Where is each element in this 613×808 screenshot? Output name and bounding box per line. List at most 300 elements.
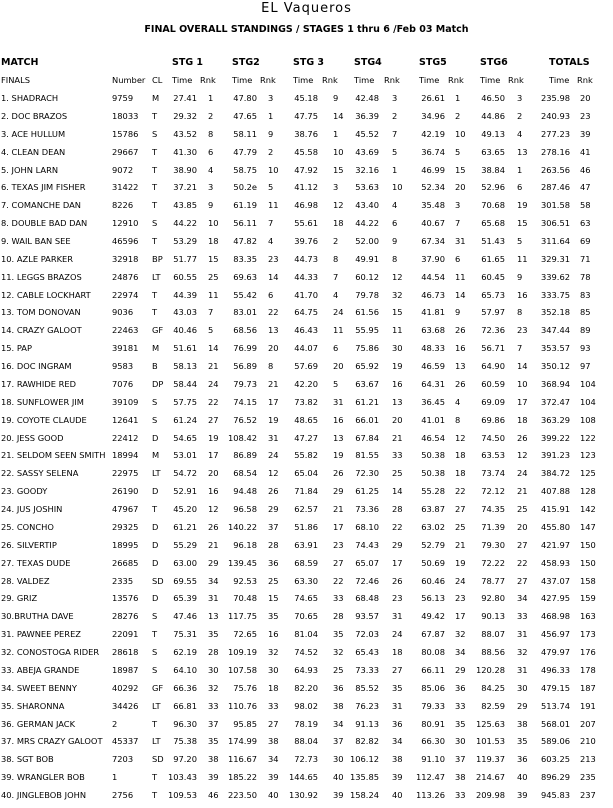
stage-1-rank: 15 — [208, 253, 219, 264]
stage-5-time: 40.67 — [421, 218, 445, 229]
shooter-class: D — [152, 557, 159, 568]
shooter-name: 4. CLEAN DEAN — [1, 146, 66, 157]
stage-5-rank: 5 — [455, 146, 461, 157]
stage-1-time: 53.01 — [173, 450, 197, 461]
stage-1-time: 96.30 — [173, 718, 197, 729]
stage-4-rank: 32 — [392, 289, 403, 300]
stage-4-time: 93.57 — [355, 611, 379, 622]
stage-4-rank: 13 — [392, 396, 403, 407]
stage-3-rank: 8 — [333, 253, 339, 264]
shooter-class: SD — [152, 754, 164, 765]
shooter-name: 35. SHARONNA — [1, 700, 65, 711]
stage-4-time: 68.48 — [355, 593, 379, 604]
stage-3-rank: 38 — [333, 700, 344, 711]
stage-1-time: 61.21 — [173, 521, 197, 532]
stage-4-rank: 14 — [392, 486, 403, 497]
stage-1-rank: 2 — [208, 110, 214, 121]
shooter-name: 28. VALDEZ — [1, 575, 50, 586]
shooter-class: T — [152, 504, 158, 514]
stage-4-rank: 31 — [392, 700, 403, 711]
total-rank: 237 — [580, 789, 596, 800]
total-time: 306.51 — [540, 218, 570, 229]
stage-5-time: 35.48 — [421, 200, 445, 211]
stage-5-rank: 1 — [455, 93, 461, 103]
table-row — [0, 736, 613, 754]
shooter-number: 28276 — [112, 611, 139, 622]
stage-4-rank: 27 — [392, 664, 403, 675]
stage-2-time: 83.35 — [233, 253, 257, 264]
stage-6-rank: 15 — [517, 218, 528, 229]
stage-2-rank: 25 — [268, 575, 279, 586]
shooter-class: D — [152, 539, 159, 550]
stage-3-time: 57.69 — [294, 361, 318, 372]
total-time: 468.98 — [540, 611, 570, 622]
stage-6-time: 101.53 — [475, 736, 505, 747]
stage-3-time: 47.92 — [294, 164, 318, 175]
stage-1-time: 44.22 — [173, 218, 197, 229]
stage-4-rank: 8 — [392, 253, 398, 264]
table-row — [0, 754, 613, 772]
table-row — [0, 629, 613, 647]
stage-5-time: 49.42 — [421, 611, 445, 622]
stage-2-time: 69.63 — [233, 271, 257, 282]
stage-1-rank: 24 — [208, 378, 219, 389]
shooter-class: M — [152, 450, 160, 461]
shooter-class: DP — [152, 378, 164, 389]
stage-5-rank: 23 — [455, 593, 466, 604]
shooter-name: 22. SASSY SELENA — [1, 468, 79, 479]
total-rank: 191 — [580, 700, 596, 711]
stage-3-rank: 9 — [333, 93, 339, 103]
stage-1-time: 62.19 — [173, 647, 197, 657]
stage-3-rank: 6 — [333, 343, 339, 354]
shooter-name: 24. JUS JOSHIN — [1, 504, 63, 514]
stage-2-rank: 38 — [268, 736, 279, 747]
stage-1-rank: 1 — [208, 93, 214, 103]
stage-2-rank: 22 — [268, 307, 279, 318]
stage-1-rank: 31 — [208, 593, 219, 604]
stage-1-rank: 12 — [208, 504, 219, 514]
stage-1-time: 65.39 — [173, 593, 197, 604]
stage-1-rank: 38 — [208, 754, 219, 765]
stage-5-rank: 20 — [455, 182, 466, 193]
stage-1-rank: 16 — [208, 486, 219, 497]
stage-1-time: 97.20 — [173, 754, 197, 765]
stage-6-time: 79.30 — [481, 539, 505, 550]
shooter-number: 12910 — [112, 218, 139, 229]
stage-6-time: 69.86 — [481, 414, 505, 425]
shooter-number: 2756 — [112, 789, 134, 800]
stage-2-time: 72.65 — [233, 629, 257, 640]
stage-2-rank: 9 — [268, 128, 274, 139]
stage-2-time: 70.48 — [233, 593, 257, 604]
shooter-name: 26. SILVERTIP — [1, 539, 57, 550]
stage-3-rank: 11 — [333, 325, 344, 336]
stage-3-rank: 17 — [333, 521, 344, 532]
stage-6-time: 61.65 — [481, 253, 505, 264]
class-column-header: CL — [152, 75, 163, 85]
stage-4-time: 72.03 — [355, 629, 379, 640]
total-time: 368.94 — [540, 378, 570, 389]
table-row — [0, 647, 613, 665]
stage-3-rank: 34 — [333, 718, 344, 729]
stage-4-time: 52.00 — [355, 236, 379, 246]
stage-1-rank: 35 — [208, 629, 219, 640]
shooter-number: 22412 — [112, 432, 139, 443]
shooter-number: 13576 — [112, 593, 139, 604]
stage-3-rank: 27 — [333, 557, 344, 568]
total-rank: 83 — [580, 289, 591, 300]
stage-4-time: 45.52 — [355, 128, 379, 139]
stage-1-rank: 25 — [208, 271, 219, 282]
total-time: 415.91 — [540, 504, 570, 514]
stage-4-time: 43.40 — [355, 200, 379, 211]
stage-5-rank: 19 — [455, 557, 466, 568]
total-time: 240.93 — [540, 110, 570, 121]
stage-3-rank: 14 — [333, 110, 344, 121]
stage-2-rank: 1 — [268, 110, 274, 121]
stage-6-rank: 6 — [517, 182, 523, 193]
stage-4-rank: 36 — [392, 718, 403, 729]
stage-2-time: 68.54 — [233, 468, 257, 479]
stage-6-rank: 2 — [517, 110, 523, 121]
stage-6-rank: 27 — [517, 575, 528, 586]
total-rank: 210 — [580, 736, 596, 747]
stage-4-rank: 6 — [392, 218, 398, 229]
stage-4-rank: 15 — [392, 307, 403, 318]
table-row — [0, 522, 613, 540]
table-row — [0, 272, 613, 290]
stage-6-time: 74.50 — [481, 432, 505, 443]
table-row — [0, 165, 613, 183]
stage-2-time: 95.85 — [233, 718, 257, 729]
stage-4-time: 65.07 — [355, 557, 379, 568]
shooter-class: M — [152, 93, 160, 103]
stage-4-rank: 21 — [392, 432, 403, 443]
shooter-name: 23. GOODY — [1, 486, 48, 497]
stage-4-time-header: Time — [354, 75, 375, 85]
table-row — [0, 576, 613, 594]
stage-3-rank: 2 — [333, 236, 339, 246]
stage-1-time: 55.29 — [173, 539, 197, 550]
shooter-number: 9759 — [112, 93, 134, 103]
total-time: 945.83 — [540, 789, 570, 800]
table-row — [0, 129, 613, 147]
shooter-class: T — [152, 236, 158, 246]
shooter-number: 7076 — [112, 378, 134, 389]
total-rank: 142 — [580, 504, 596, 514]
stage-6-time: 51.43 — [481, 236, 505, 246]
stage-6-rank: 27 — [517, 539, 528, 550]
stage-4-time: 66.01 — [355, 414, 379, 425]
stage-4-time: 76.23 — [355, 700, 379, 711]
number-column-header: Number — [112, 75, 146, 85]
shooter-number: 32918 — [112, 253, 139, 264]
total-rank: 69 — [580, 236, 591, 246]
shooter-name: 3. ACE HULLUM — [1, 128, 66, 139]
stage-6-rank: 40 — [517, 772, 528, 783]
totals-header: TOTALS — [549, 57, 590, 68]
stage-1-rank: 8 — [208, 128, 214, 139]
stage-5-time: 79.33 — [421, 700, 445, 711]
shooter-name: 13. TOM DONOVAN — [1, 307, 81, 318]
shooter-number: 2335 — [112, 575, 134, 586]
stage-3-rank: 19 — [333, 450, 344, 461]
stage-3-time: 45.18 — [294, 93, 318, 103]
stage-4-time: 85.52 — [355, 682, 379, 693]
stage-2-time: 116.67 — [227, 754, 257, 765]
stage-2-time: 47.82 — [233, 236, 257, 246]
stage-5-rank: 9 — [455, 307, 461, 318]
stage-5-time: 26.61 — [421, 93, 445, 103]
stage-2-time: 76.99 — [233, 343, 257, 354]
stage-6-rank: 10 — [517, 378, 528, 389]
shooter-number: 18995 — [112, 539, 139, 550]
shooter-number: 1 — [112, 772, 118, 783]
stage-5-rank: 8 — [455, 414, 461, 425]
stage-1-rank: 29 — [208, 557, 219, 568]
stage-4-time: 74.43 — [355, 539, 379, 550]
stage-5-rank: 22 — [455, 486, 466, 497]
total-time: 347.44 — [540, 325, 570, 336]
stage-5-time: 63.87 — [421, 504, 445, 514]
stage-1-time: 64.10 — [173, 664, 197, 675]
stage-4-rank: 3 — [392, 93, 398, 103]
shooter-class: S — [152, 414, 158, 425]
shooter-number: 18033 — [112, 110, 139, 121]
total-time: 603.25 — [540, 754, 570, 765]
total-rank: 128 — [580, 486, 596, 497]
stage-1-time: 63.00 — [173, 557, 197, 568]
stage-5-time: 42.19 — [421, 128, 445, 139]
total-time: 479.15 — [540, 682, 570, 693]
stage-3-rank: 26 — [333, 468, 344, 479]
table-row — [0, 683, 613, 701]
stage-3-rank: 40 — [333, 772, 344, 783]
stage-4-rank: 19 — [392, 361, 403, 372]
total-time: 456.97 — [540, 629, 570, 640]
stage-6-time: 214.67 — [475, 772, 505, 783]
total-rank: 147 — [580, 521, 596, 532]
stage-1-rank: 37 — [208, 718, 219, 729]
shooter-number: 47967 — [112, 504, 139, 514]
stage-6-rank: 19 — [517, 200, 528, 211]
total-rank: 85 — [580, 307, 591, 318]
stage-3-rank: 25 — [333, 664, 344, 675]
stage-3-time: 70.65 — [294, 611, 318, 622]
total-rank: 123 — [580, 450, 596, 461]
stage-3-time: 47.27 — [294, 432, 318, 443]
shooter-class: S — [152, 664, 158, 675]
shooter-class: T — [152, 289, 158, 300]
shooter-class: S — [152, 611, 158, 622]
stage-6-time: 44.86 — [481, 110, 505, 121]
shooter-class: T — [152, 164, 158, 175]
stage-1-time: 51.61 — [173, 343, 197, 354]
stage-3-rank: 3 — [333, 182, 339, 193]
stage-1-time: 44.39 — [173, 289, 197, 300]
stage-5-time: 60.46 — [421, 575, 445, 586]
total-time: 399.22 — [540, 432, 570, 443]
stage-2-rank: 29 — [268, 504, 279, 514]
shooter-name: 39. WRANGLER BOB — [1, 772, 85, 783]
stage-5-time: 80.91 — [421, 718, 445, 729]
stage-3-time: 44.33 — [294, 271, 318, 282]
stage-6-rank: 14 — [517, 361, 528, 372]
stage-5-rank: 25 — [455, 521, 466, 532]
stage-6-rank: 16 — [517, 289, 528, 300]
shooter-name: 17. RAWHIDE RED — [1, 378, 77, 389]
stage-5-rank: 4 — [455, 396, 461, 407]
stage-4-time: 61.21 — [355, 396, 379, 407]
shooter-number: 46596 — [112, 236, 139, 246]
stage-2-time: 61.19 — [233, 200, 257, 211]
shooter-class: S — [152, 218, 158, 229]
stage-3-rank: 22 — [333, 575, 344, 586]
stage-6-time: 209.98 — [475, 789, 505, 800]
stage-3-time: 44.07 — [294, 343, 318, 354]
stage-5-time: 56.13 — [421, 593, 445, 604]
stage-2-time: 68.56 — [233, 325, 257, 336]
stage-5-rank: 36 — [455, 682, 466, 693]
stage-1-time: 60.55 — [173, 271, 197, 282]
stage-2-time: 117.75 — [227, 611, 257, 622]
table-row — [0, 540, 613, 558]
stage-1-time: 54.72 — [173, 468, 197, 479]
stage-4-time: 49.91 — [355, 253, 379, 264]
stage-2-time: 107.58 — [227, 664, 257, 675]
table-row — [0, 719, 613, 737]
stage-5-rank: 21 — [455, 539, 466, 550]
stage-1-rank: 33 — [208, 700, 219, 711]
stage-1-rank: 30 — [208, 664, 219, 675]
stage-6-rank: 31 — [517, 629, 528, 640]
stage-5-time: 37.90 — [421, 253, 445, 264]
stage-4-time: 158.24 — [349, 789, 379, 800]
stage-2-time: 47.79 — [233, 146, 257, 157]
stage-1-time: 58.44 — [173, 378, 197, 389]
stage-4-time: 135.85 — [349, 772, 379, 783]
stage-1-time: 27.41 — [173, 93, 197, 103]
stage-1-rank: 21 — [208, 539, 219, 550]
stage-2-time: 185.22 — [227, 772, 257, 783]
total-rank: 187 — [580, 682, 596, 693]
shooter-class: D — [152, 521, 159, 532]
total-time: 353.57 — [540, 343, 570, 354]
total-rank: 158 — [580, 575, 596, 586]
table-row — [0, 236, 613, 254]
stage-6-rank: 26 — [517, 432, 528, 443]
shooter-name: 16. DOC INGRAM — [1, 361, 72, 372]
total-time: 329.31 — [540, 253, 570, 264]
table-row — [0, 325, 613, 343]
stage-3-header: STG 3 — [293, 57, 325, 68]
total-rank: 39 — [580, 128, 591, 139]
stage-1-rank: 17 — [208, 450, 219, 461]
shooter-name: 32. CONOSTOGA RIDER — [1, 647, 100, 657]
shooter-name: 36. GERMAN JACK — [1, 718, 76, 729]
shooter-class: T — [152, 146, 158, 157]
table-row — [0, 772, 613, 790]
stage-3-time: 74.65 — [294, 593, 318, 604]
total-time: 311.64 — [540, 236, 570, 246]
total-rank: 104 — [580, 378, 596, 389]
shooter-name: 31. PAWNEE PEREZ — [1, 629, 81, 640]
stage-5-time: 52.34 — [421, 182, 445, 193]
stage-6-rank: 18 — [517, 414, 528, 425]
total-rank: 178 — [580, 664, 596, 675]
stage-3-time: 65.04 — [294, 468, 318, 479]
shooter-class: T — [152, 629, 158, 640]
stage-2-rank: 11 — [268, 200, 279, 211]
stage-2-rank: 23 — [268, 253, 279, 264]
stage-5-rank: 14 — [455, 289, 466, 300]
stage-6-rank: 35 — [517, 736, 528, 747]
stage-5-rank: 15 — [455, 164, 466, 175]
shooter-name: 34. SWEET BENNY — [1, 682, 77, 693]
stage-6-rank: 25 — [517, 504, 528, 514]
stage-4-time: 91.13 — [355, 718, 379, 729]
stage-3-rank: 10 — [333, 146, 344, 157]
stage-3-time: 46.98 — [294, 200, 318, 211]
table-row — [0, 200, 613, 218]
stage-5-rank: 18 — [455, 468, 466, 479]
stage-3-time: 130.92 — [288, 789, 318, 800]
stage-6-rank: 24 — [517, 468, 528, 479]
stage-2-time: 174.99 — [227, 736, 257, 747]
stage-3-time: 63.30 — [294, 575, 318, 586]
shooter-number: 18987 — [112, 664, 139, 675]
table-row — [0, 486, 613, 504]
stage-4-rank: 28 — [392, 504, 403, 514]
stage-4-rank: 12 — [392, 271, 403, 282]
stage-2-time: 96.58 — [233, 504, 257, 514]
stage-2-rank: 34 — [268, 754, 279, 765]
stage-3-rank: 24 — [333, 307, 344, 318]
stage-2-time: 223.50 — [227, 789, 257, 800]
stage-6-rank: 11 — [517, 253, 528, 264]
total-time: 278.16 — [540, 146, 570, 157]
total-time: 363.29 — [540, 414, 570, 425]
stage-4-rank: 26 — [392, 575, 403, 586]
shooter-name: 8. DOUBLE BAD DAN — [1, 218, 88, 229]
stage-5-rank: 38 — [455, 772, 466, 783]
stage-5-time: 36.74 — [421, 146, 445, 157]
stage-3-rank: 35 — [333, 629, 344, 640]
stage-1-time: 47.46 — [173, 611, 197, 622]
stage-2-rank: 20 — [268, 343, 279, 354]
total-rank: 125 — [580, 468, 596, 479]
stage-4-rank: 23 — [392, 593, 403, 604]
stage-3-time: 46.43 — [294, 325, 318, 336]
stage-3-time: 55.61 — [294, 218, 318, 229]
stage-1-rank: 28 — [208, 647, 219, 657]
stage-4-rank: 30 — [392, 343, 403, 354]
stage-5-rank: 29 — [455, 664, 466, 675]
stage-1-rank: 9 — [208, 200, 214, 211]
stage-5-rank: 6 — [455, 253, 461, 264]
total-time: 455.80 — [540, 521, 570, 532]
stage-6-time: 60.59 — [481, 378, 505, 389]
stage-3-rank: 15 — [333, 164, 344, 175]
stage-1-rank: 13 — [208, 611, 219, 622]
stage-4-rank: 16 — [392, 378, 403, 389]
stage-4-time: 73.33 — [355, 664, 379, 675]
stage-2-rank: 16 — [268, 629, 279, 640]
shooter-name: 7. COMANCHE DAN — [1, 200, 81, 211]
stage-3-rank: 12 — [333, 200, 344, 211]
shooter-class: B — [152, 361, 158, 372]
